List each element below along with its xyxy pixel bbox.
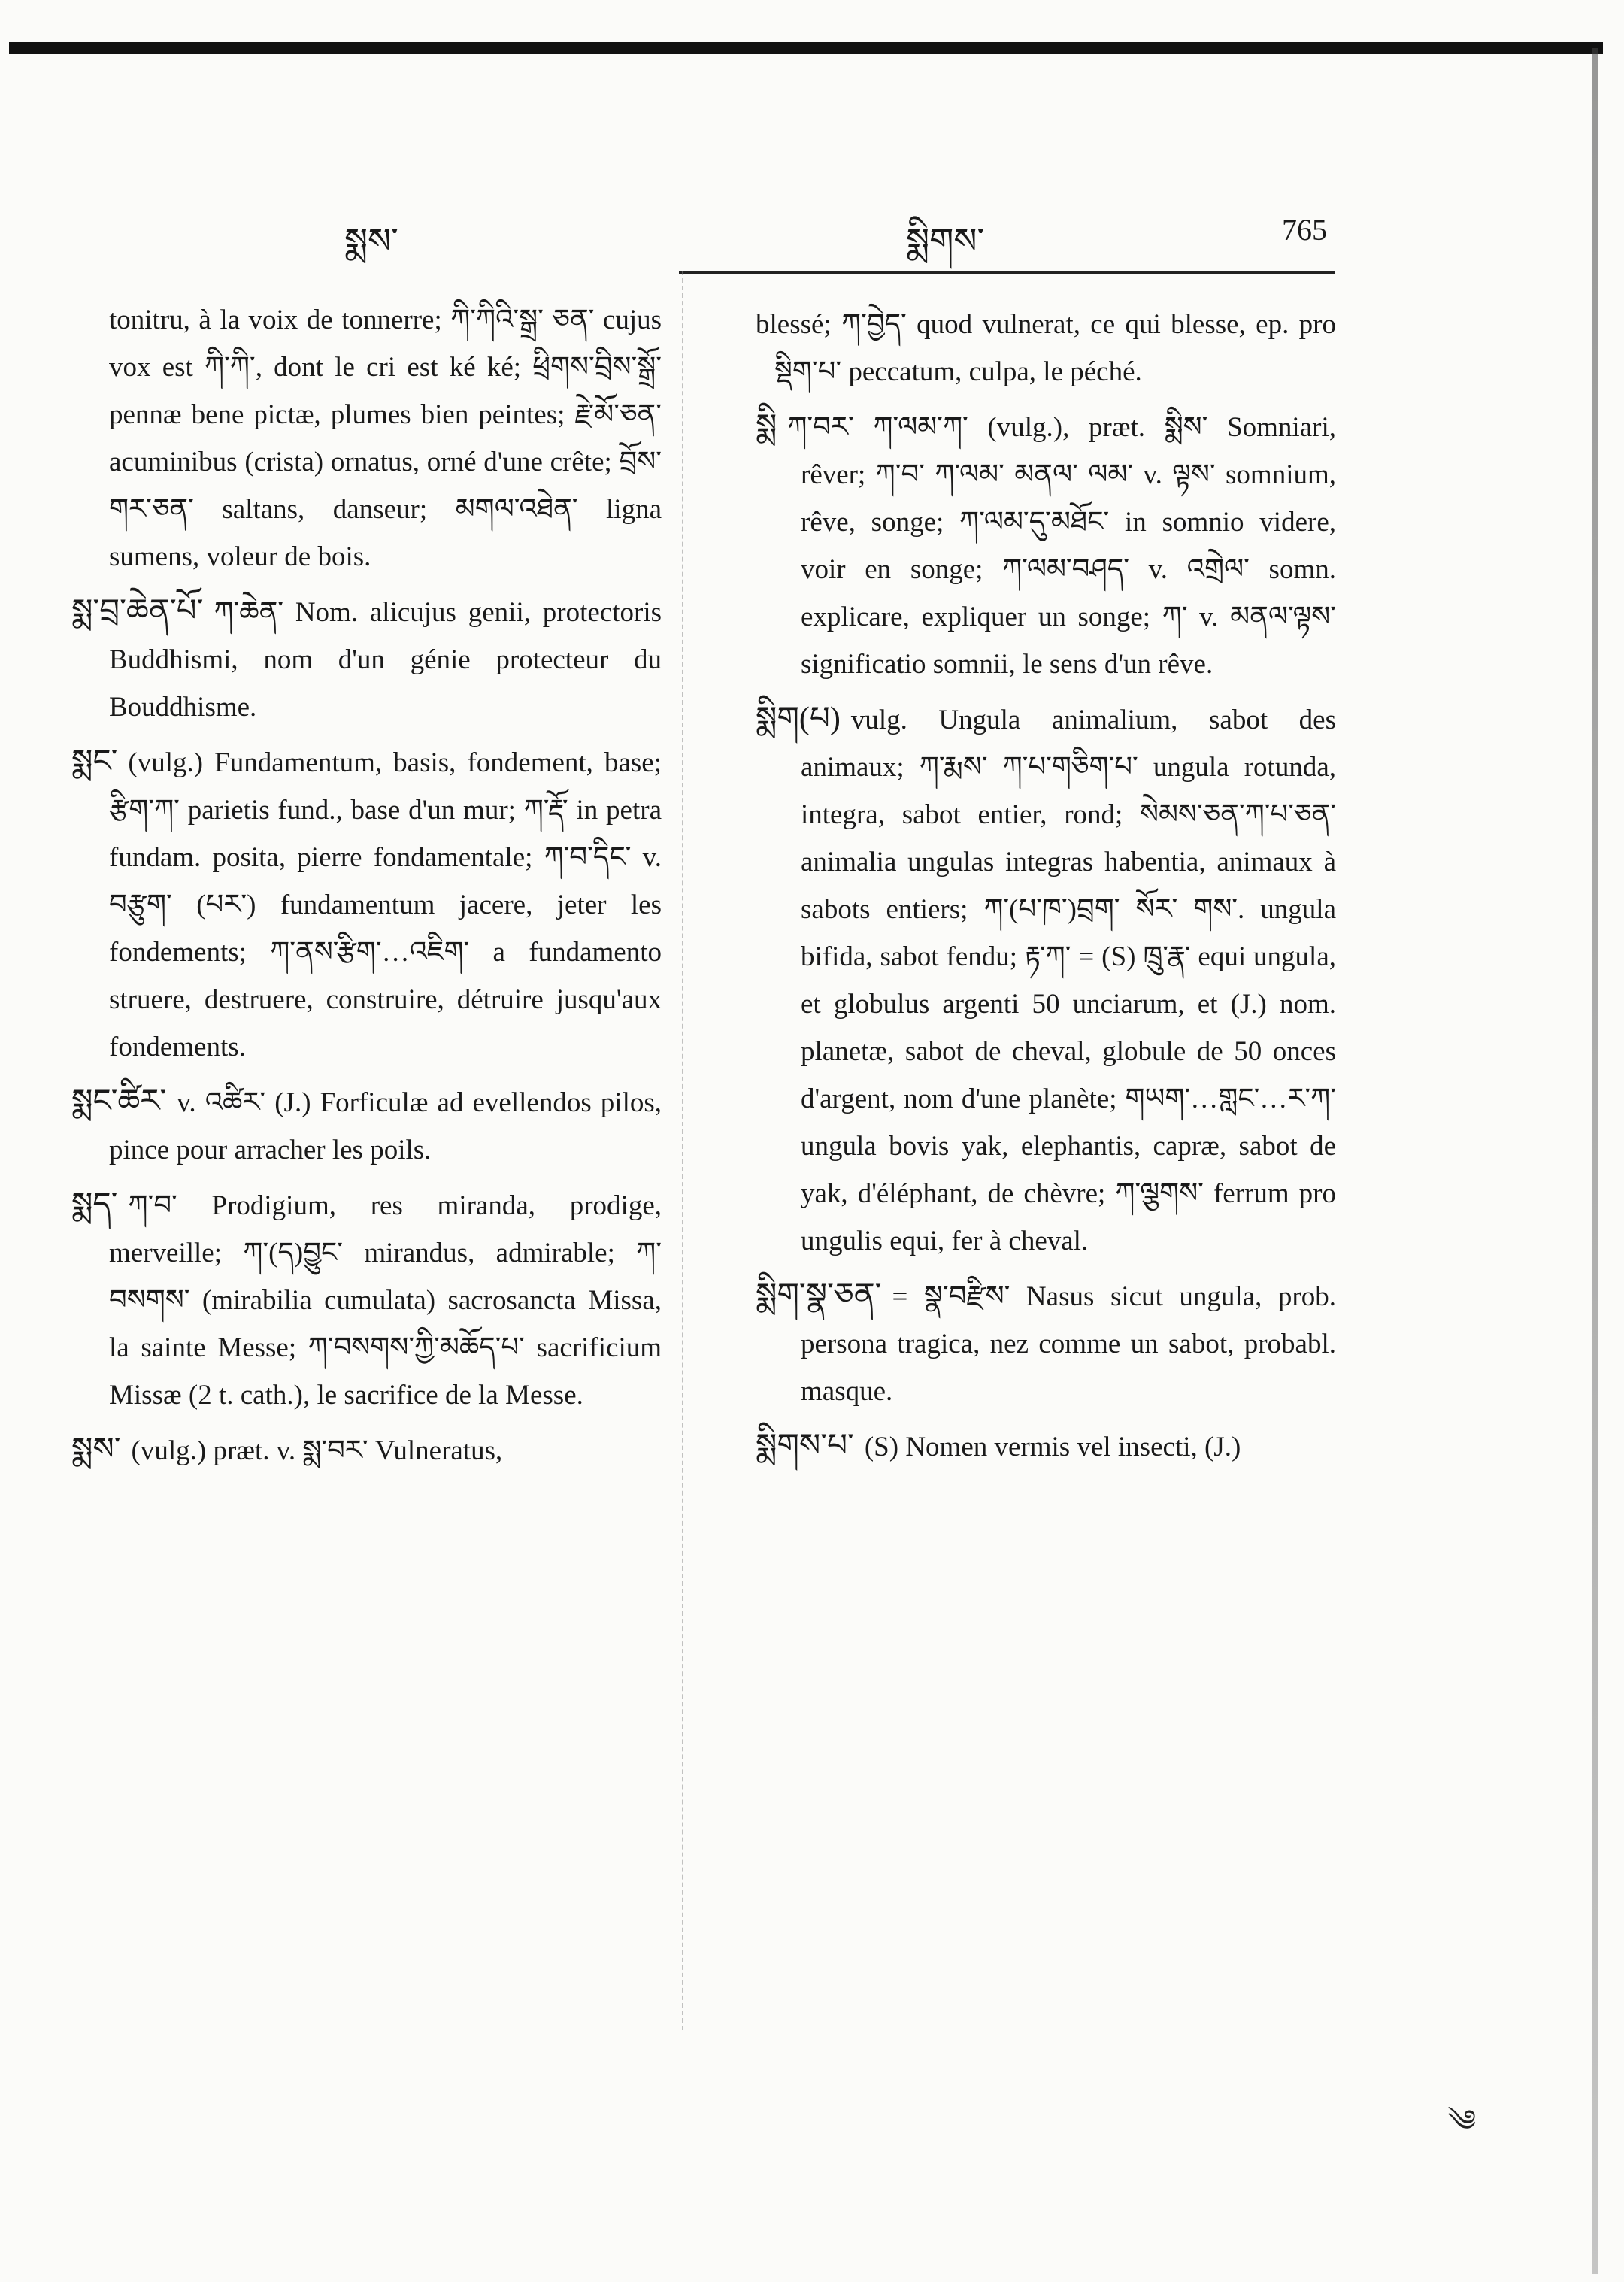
entry-text: (vulg.) præt. v. སྨ་བར་ Vulneratus, bbox=[131, 1435, 503, 1466]
entry-headword: སྨང་ bbox=[71, 744, 118, 779]
entry-text: (S) Nomen vermis vel insecti, (J.) bbox=[864, 1432, 1241, 1462]
top-border-rule bbox=[9, 42, 1603, 54]
entry-text: ཀ་བར་ ཀ་ལམ་ཀ་ (vulg.), præt. སྨིས་ Somniari, rêver; ཀ་བ་ ཀ་ལམ་ མནལ་ ལམ་ v. ལྟས་ somnium, rêve, songe; ཀ་ལམ་དུ་མཐོང་ in somnio videre, voir en songe; ཀ་ལམ་བཤད་ v. འགྲེལ་ somn. explicare, expliquer un songe; ཀ་ v. མནལ་ལྟས་ significatio somnii, le sens d'un rêve. bbox=[787, 412, 1336, 680]
dictionary-entry bbox=[71, 738, 662, 1071]
left-running-head: སྨས་ bbox=[344, 222, 398, 260]
entry-text: = སྣ་བརྫིས་ Nasus sicut ungula, prob. persona tragica, nez comme un sabot, probabl. masque. bbox=[801, 1281, 1336, 1407]
entry-text: ཀ་ཆེན་ Nom. alicujus genii, protectoris Buddhismi, nom d'un génie protecteur du Bouddhisme. bbox=[109, 597, 662, 723]
entry-text: tonitru, à la voix de tonnerre; ཀི་ཀིའི་སྒྲ་ ཅན་ cujus vox est ཀི་ཀི་, dont le cri est ké ké; ཕྲིགས་བྲིས་སྒྲོ་ pennæ bene pictæ, plumes bien peintes; རྗེ་མོ་ཅན་ acuminibus (crista) ornatus, orné d'une crête; བྲོས་གར་ཅན་ saltans, danseur; མགལ་འཐེན་ ligna sumens, voleur de bois. bbox=[109, 305, 662, 572]
dictionary-entry bbox=[71, 1426, 662, 1474]
dictionary-entry bbox=[756, 1423, 1336, 1471]
entry-headword: སྨ་བྲ་ཆེན་པོ་ bbox=[71, 594, 204, 629]
entry-headword: སྨད་ bbox=[71, 1187, 118, 1222]
dictionary-entry bbox=[71, 1078, 662, 1174]
entry-headword: སྨིག(པ) bbox=[756, 702, 841, 736]
entry-headword: སྨི bbox=[756, 409, 777, 444]
entry-headword: སྨིགས་པ་ bbox=[756, 1429, 854, 1463]
dictionary-entry bbox=[71, 1181, 662, 1419]
dictionary-entry bbox=[71, 296, 662, 580]
dictionary-entry bbox=[756, 696, 1336, 1265]
column-divider bbox=[682, 271, 684, 2030]
dictionary-entry bbox=[71, 588, 662, 731]
entry-text: (vulg.) Fundamentum, basis, fondement, base; རྩིག་ཀ་ parietis fund., base d'un mur; ཀ་རྡོ་ in petra fundam. posita, pierre fondamentale; ཀ་བ་དིང་ v. བརྩུག་ (པར་) fundamentum jacere, jeter les fondements; ཀ་ནས་རྩིག་…འཇིག་ a fundamento struere, destruere, construire, détruire jusqu'aux fondements. bbox=[109, 747, 662, 1062]
entry-text: vulg. Ungula animalium, sabot des animaux; ཀ་རྨས་ ཀ་པ་གཅིག་པ་ ungula rotunda, integra, sabot entier, rond; སེམས་ཅན་ཀ་པ་ཅན་ animalia ungulas integras habentia, animaux à sabots entiers; ཀ་(པ་ཁ་)བྲག་ སོར་ གས་. ungula bifida, sabot fendu; རྟ་ཀ་ = (S) ཁྲུ་རྣ་ equi ungula, et globulus argenti 50 unciarum, et (J.) nom. planetæ, sabot de cheval, globule de 50 onces d'argent, nom d'une planète; གཡག་…གླང་…ར་ཀ་ ungula bovis yak, elephantis, capræ, sabot de yak, d'éléphant, de chèvre; ཀ་ལྕགས་ ferrum pro ungulis equi, fer à cheval. bbox=[801, 705, 1336, 1256]
header-rule bbox=[679, 271, 1335, 274]
right-column bbox=[756, 301, 1336, 1478]
page-number: 765 bbox=[1282, 213, 1327, 247]
entry-headword: སྨས་ bbox=[71, 1432, 121, 1467]
dictionary-entry bbox=[756, 1272, 1336, 1415]
dictionary-entry bbox=[756, 301, 1336, 395]
entry-text: blessé; ཀ་བྱེད་ quod vulnerat, ce qui blesse, ep. pro སྡིག་པ་ peccatum, culpa, le péché. bbox=[756, 309, 1336, 387]
right-running-head: སྨིགས་ bbox=[906, 222, 985, 260]
entry-text: v. འཚིར་ (J.) Forficulæ ad evellendos pilos, pince pour arracher les poils. bbox=[109, 1087, 662, 1165]
page-edge-shadow bbox=[1592, 48, 1598, 2274]
entry-headword: སྨིག་སྣ་ཅན་ bbox=[756, 1278, 882, 1313]
entry-text: ཀ་བ་ Prodigium, res miranda, prodige, merveille; ཀ་(ད)བྱུང་ mirandus, admirable; ཀ་བསགས་ (mirabilia cumulata) sacrosancta Missa, la sainte Messe; ཀ་བསགས་ཀྱི་མཆོད་པ་ sacrificium Missæ (2 t. cath.), le sacrifice de la Messe. bbox=[109, 1190, 662, 1411]
left-column bbox=[71, 296, 662, 1482]
footer-mark: ༄ bbox=[1447, 2104, 1477, 2138]
dictionary-entry bbox=[756, 403, 1336, 688]
entry-headword: སྨང་ཚིར་ bbox=[71, 1084, 167, 1119]
